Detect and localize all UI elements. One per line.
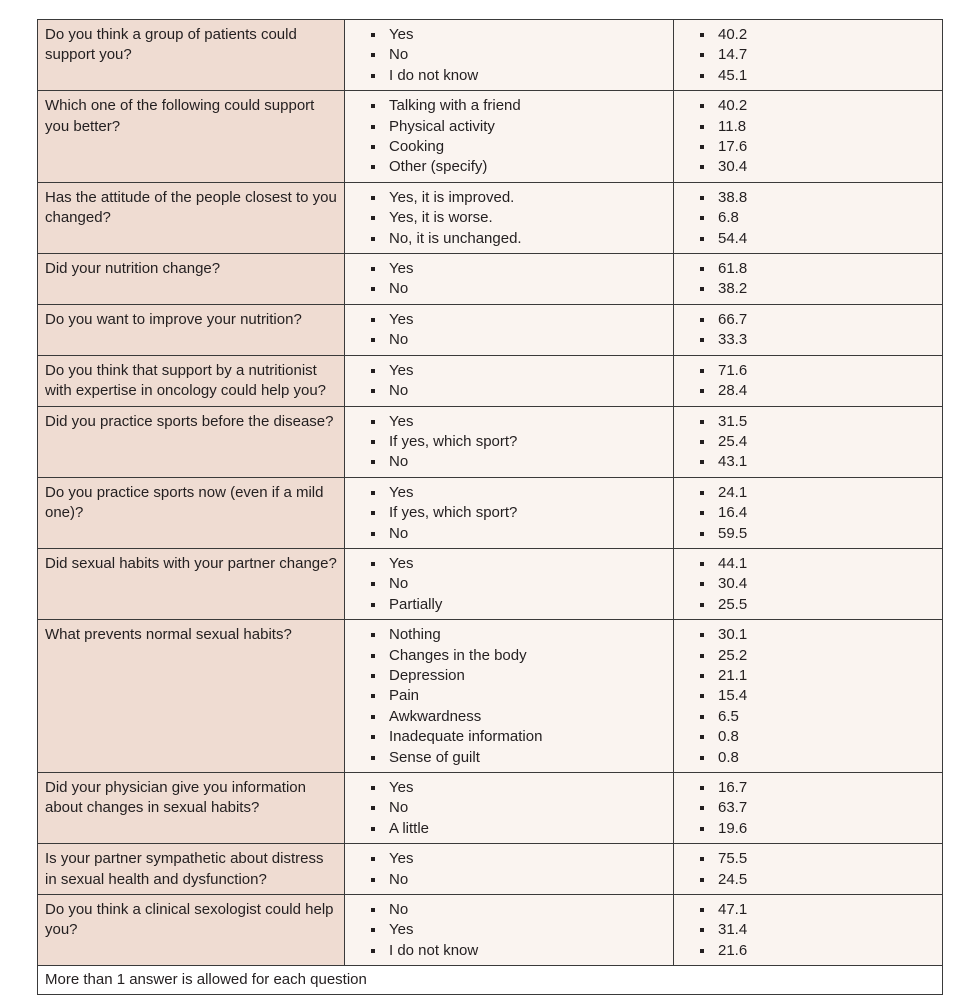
question-cell: Do you think that support by a nutritionist with expertise in oncology could help you? — [38, 355, 345, 406]
percent-value: 24.5 — [698, 870, 936, 890]
answer-option: Yes — [369, 778, 667, 798]
answer-option: No — [369, 574, 667, 594]
table-row — [38, 895, 943, 966]
percent-cell — [674, 620, 943, 773]
answer-option: No, it is unchanged. — [369, 229, 667, 249]
answers-cell — [345, 254, 674, 305]
question-cell: Do you think a clinical sexologist could help you? — [38, 895, 345, 966]
answer-option: A little — [369, 819, 667, 839]
percent-value: 30.4 — [698, 157, 936, 177]
answer-list — [369, 849, 667, 890]
answer-option: Awkwardness — [369, 707, 667, 727]
footnote-row — [38, 966, 943, 994]
table-row — [38, 548, 943, 619]
percent-cell — [674, 548, 943, 619]
table-row — [38, 355, 943, 406]
percent-value: 21.6 — [698, 941, 936, 961]
answer-option: Yes — [369, 483, 667, 503]
percent-value: 38.8 — [698, 188, 936, 208]
percent-value: 14.7 — [698, 45, 936, 65]
percent-value: 61.8 — [698, 259, 936, 279]
percent-value: 59.5 — [698, 524, 936, 544]
answer-option: Yes, it is worse. — [369, 208, 667, 228]
percent-value: 71.6 — [698, 361, 936, 381]
answers-cell — [345, 20, 674, 91]
percent-value: 31.4 — [698, 920, 936, 940]
question-cell: Do you practice sports now (even if a mild one)? — [38, 477, 345, 548]
percent-list — [698, 361, 936, 402]
percent-value: 43.1 — [698, 452, 936, 472]
percent-value: 0.8 — [698, 748, 936, 768]
answer-option: No — [369, 452, 667, 472]
answer-option: If yes, which sport? — [369, 503, 667, 523]
percent-cell — [674, 406, 943, 477]
percent-value: 40.2 — [698, 96, 936, 116]
answer-option: Cooking — [369, 137, 667, 157]
answer-option: Yes — [369, 920, 667, 940]
percent-value: 25.4 — [698, 432, 936, 452]
answer-list — [369, 554, 667, 615]
answers-cell — [345, 773, 674, 844]
percent-list — [698, 900, 936, 961]
percent-value: 30.1 — [698, 625, 936, 645]
percent-cell — [674, 773, 943, 844]
table-row — [38, 844, 943, 895]
percent-value: 44.1 — [698, 554, 936, 574]
answer-option: Yes — [369, 554, 667, 574]
percent-list — [698, 25, 936, 86]
percent-list — [698, 188, 936, 249]
question-cell: What prevents normal sexual habits? — [38, 620, 345, 773]
answer-option: No — [369, 381, 667, 401]
percent-value: 28.4 — [698, 381, 936, 401]
percent-value: 45.1 — [698, 66, 936, 86]
answers-cell — [345, 91, 674, 183]
percent-cell — [674, 355, 943, 406]
answer-option: No — [369, 524, 667, 544]
answer-option: Yes — [369, 25, 667, 45]
answer-option: No — [369, 870, 667, 890]
answer-list — [369, 25, 667, 86]
answer-list — [369, 483, 667, 544]
answer-list — [369, 900, 667, 961]
percent-value: 17.6 — [698, 137, 936, 157]
question-cell: Do you think a group of patients could support you? — [38, 20, 345, 91]
percent-value: 6.5 — [698, 707, 936, 727]
percent-value: 54.4 — [698, 229, 936, 249]
answer-option: Yes — [369, 412, 667, 432]
question-cell: Did your physician give you information about changes in sexual habits? — [38, 773, 345, 844]
percent-cell — [674, 20, 943, 91]
answer-option: Sense of guilt — [369, 748, 667, 768]
percent-value: 31.5 — [698, 412, 936, 432]
answer-option: I do not know — [369, 66, 667, 86]
answer-option: Depression — [369, 666, 667, 686]
percent-value: 21.1 — [698, 666, 936, 686]
answers-cell — [345, 406, 674, 477]
answers-cell — [345, 895, 674, 966]
percent-value: 0.8 — [698, 727, 936, 747]
table-row — [38, 773, 943, 844]
answer-list — [369, 259, 667, 300]
percent-value: 66.7 — [698, 310, 936, 330]
answers-cell — [345, 548, 674, 619]
answer-option: No — [369, 330, 667, 350]
answers-cell — [345, 620, 674, 773]
percent-cell — [674, 477, 943, 548]
answer-option: Other (specify) — [369, 157, 667, 177]
percent-cell — [674, 844, 943, 895]
table-body — [38, 20, 943, 966]
question-cell: Has the attitude of the people closest to you changed? — [38, 182, 345, 253]
percent-cell — [674, 91, 943, 183]
percent-value: 38.2 — [698, 279, 936, 299]
answer-list — [369, 96, 667, 178]
question-cell: Did you practice sports before the disease? — [38, 406, 345, 477]
answer-option: Yes — [369, 310, 667, 330]
answer-option: Yes — [369, 259, 667, 279]
answer-list — [369, 412, 667, 473]
percent-list — [698, 849, 936, 890]
answer-option: I do not know — [369, 941, 667, 961]
answer-option: No — [369, 798, 667, 818]
table-row — [38, 477, 943, 548]
percent-value: 24.1 — [698, 483, 936, 503]
percent-value: 75.5 — [698, 849, 936, 869]
percent-value: 6.8 — [698, 208, 936, 228]
table-row — [38, 406, 943, 477]
answer-option: Yes — [369, 849, 667, 869]
answers-cell — [345, 304, 674, 355]
answer-list — [369, 361, 667, 402]
question-cell: Is your partner sympathetic about distress in sexual health and dysfunction? — [38, 844, 345, 895]
percent-value: 63.7 — [698, 798, 936, 818]
percent-value: 40.2 — [698, 25, 936, 45]
answer-list — [369, 625, 667, 768]
answer-option: Yes, it is improved. — [369, 188, 667, 208]
percent-list — [698, 483, 936, 544]
percent-list — [698, 259, 936, 300]
answer-option: If yes, which sport? — [369, 432, 667, 452]
table-row — [38, 304, 943, 355]
percent-list — [698, 412, 936, 473]
answer-option: Changes in the body — [369, 646, 667, 666]
percent-list — [698, 625, 936, 768]
table-row — [38, 182, 943, 253]
percent-cell — [674, 182, 943, 253]
percent-value: 19.6 — [698, 819, 936, 839]
table-row — [38, 20, 943, 91]
answer-option: Yes — [369, 361, 667, 381]
percent-value: 33.3 — [698, 330, 936, 350]
percent-value: 25.2 — [698, 646, 936, 666]
answer-option: Inadequate information — [369, 727, 667, 747]
percent-value: 25.5 — [698, 595, 936, 615]
answer-list — [369, 778, 667, 839]
answer-option: No — [369, 900, 667, 920]
table-row — [38, 254, 943, 305]
footnote: More than 1 answer is allowed for each question — [38, 966, 943, 994]
percent-cell — [674, 254, 943, 305]
answer-option: Physical activity — [369, 117, 667, 137]
percent-list — [698, 778, 936, 839]
table-row — [38, 91, 943, 183]
answer-option: Pain — [369, 686, 667, 706]
percent-list — [698, 310, 936, 351]
percent-cell — [674, 304, 943, 355]
question-cell: Which one of the following could support you better? — [38, 91, 345, 183]
percent-list — [698, 96, 936, 178]
percent-value: 47.1 — [698, 900, 936, 920]
percent-cell — [674, 895, 943, 966]
percent-list — [698, 554, 936, 615]
answer-list — [369, 310, 667, 351]
answers-cell — [345, 844, 674, 895]
question-cell: Did sexual habits with your partner change? — [38, 548, 345, 619]
percent-value: 15.4 — [698, 686, 936, 706]
answers-cell — [345, 477, 674, 548]
answer-list — [369, 188, 667, 249]
percent-value: 30.4 — [698, 574, 936, 594]
answers-cell — [345, 355, 674, 406]
survey-table — [37, 19, 943, 995]
question-cell: Did your nutrition change? — [38, 254, 345, 305]
answer-option: Nothing — [369, 625, 667, 645]
question-cell: Do you want to improve your nutrition? — [38, 304, 345, 355]
answer-option: Partially — [369, 595, 667, 615]
percent-value: 16.7 — [698, 778, 936, 798]
percent-value: 16.4 — [698, 503, 936, 523]
answer-option: No — [369, 279, 667, 299]
table-row — [38, 620, 943, 773]
answer-option: Talking with a friend — [369, 96, 667, 116]
answers-cell — [345, 182, 674, 253]
answer-option: No — [369, 45, 667, 65]
percent-value: 11.8 — [698, 117, 936, 137]
